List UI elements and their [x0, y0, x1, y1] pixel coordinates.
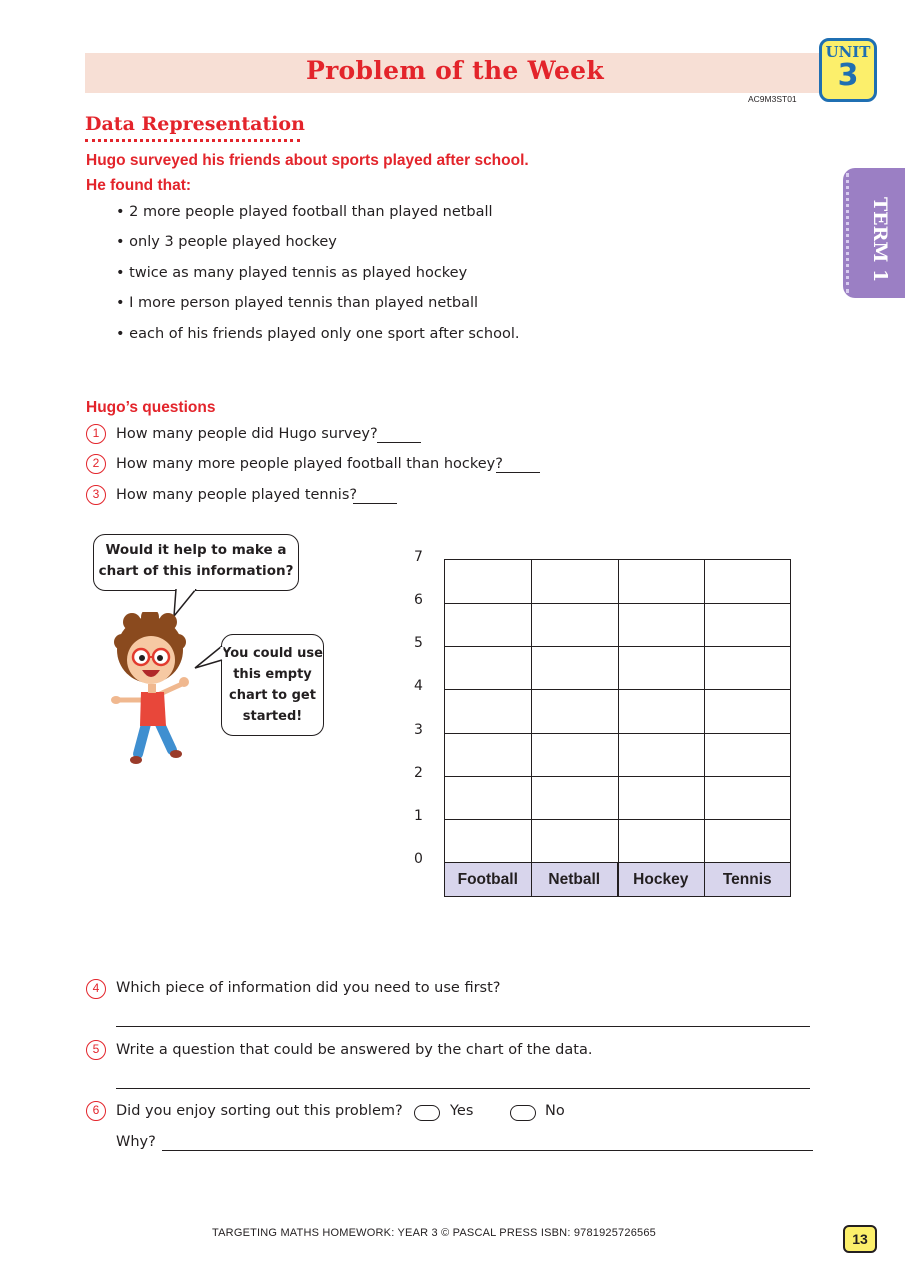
curriculum-code: AC9M3ST01: [748, 94, 797, 104]
speech-bubble-1: Would it help to make a chart of this information?: [93, 534, 299, 591]
no-checkbox[interactable]: [510, 1105, 536, 1121]
speech-bubble-2: You could use this empty chart to get started!: [221, 634, 324, 736]
question-text: How many people did Hugo survey?: [116, 426, 378, 442]
y-tick-label: 4: [414, 678, 423, 695]
unit-badge: [819, 38, 877, 102]
unit-number: 3: [837, 58, 859, 93]
y-tick-label: 7: [414, 549, 423, 565]
fact-bullet: • I more person played tennis than played netball: [116, 295, 479, 311]
why-label: Why?: [116, 1134, 156, 1150]
page-title: Problem of the Week: [305, 56, 605, 85]
intro-line-1: Hugo surveyed his friends about sports played after school.: [86, 152, 529, 169]
questions-heading: Hugo’s questions: [86, 399, 216, 416]
y-tick-label: 0: [414, 851, 423, 867]
page-number: 13: [843, 1225, 877, 1253]
no-label: No: [545, 1103, 565, 1119]
y-tick-label: 6: [414, 592, 423, 609]
question-number: 3: [86, 485, 106, 505]
answer-line-5[interactable]: [116, 1088, 810, 1089]
y-tick-label: 2: [414, 764, 423, 781]
answer-blank-1[interactable]: [377, 442, 421, 443]
heading-underline: [85, 139, 300, 142]
speech-bubble-2-tail: [193, 642, 225, 672]
yes-label: Yes: [450, 1103, 474, 1119]
chart-column-divider: [531, 560, 532, 896]
fact-bullet: • twice as many played tennis as played hockey: [116, 265, 468, 281]
boy-character-illustration: [108, 612, 193, 767]
y-tick-label: 5: [414, 635, 423, 652]
category-label: Football: [445, 863, 532, 896]
chart-grid[interactable]: [444, 559, 791, 897]
question-text: Write a question that could be answered by the chart of the data.: [116, 1042, 593, 1058]
yes-checkbox[interactable]: [414, 1105, 440, 1121]
question-number: 4: [86, 979, 106, 999]
fact-bullet: • only 3 people played hockey: [116, 234, 337, 250]
question-number: 2: [86, 454, 106, 474]
question-number: 6: [86, 1101, 106, 1121]
intro-line-2: He found that:: [86, 177, 192, 194]
question-text: How many people played tennis?: [116, 487, 358, 503]
answer-blank-2[interactable]: [496, 472, 540, 473]
question-number: 5: [86, 1040, 106, 1060]
fact-bullet: • each of his friends played only one sport after school.: [116, 326, 520, 342]
y-tick-label: 3: [414, 721, 423, 738]
category-label: Netball: [532, 863, 619, 896]
footer-text: TARGETING MATHS HOMEWORK: YEAR 3 © PASCAL PRESS ISBN: 9781925726565: [212, 1227, 656, 1239]
answer-line-4[interactable]: [116, 1026, 810, 1027]
question-text: Which piece of information did you need to use first?: [116, 980, 501, 996]
category-label: Tennis: [722, 871, 772, 888]
y-tick-label: 1: [414, 807, 423, 824]
section-heading: Data Representation: [85, 113, 305, 135]
chart-column-divider: [704, 560, 705, 896]
question-text: Did you enjoy sorting out this problem?: [116, 1103, 403, 1119]
question-number: 1: [86, 424, 106, 444]
answer-blank-3[interactable]: [353, 503, 397, 504]
fact-bullet: • 2 more people played football than played netball: [116, 204, 493, 220]
question-text: How many more people played football than hockey?: [116, 456, 503, 472]
chart-column-divider: [618, 560, 619, 896]
answer-line-6[interactable]: [162, 1150, 813, 1151]
term-label: TERM 1: [869, 197, 891, 283]
category-label: Hockey: [618, 863, 705, 896]
unit-label: UNIT: [825, 43, 871, 61]
